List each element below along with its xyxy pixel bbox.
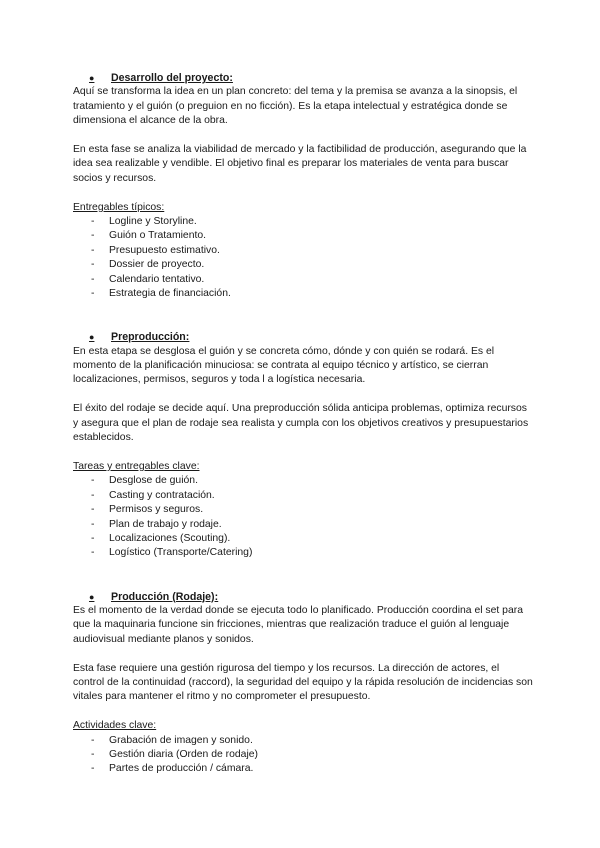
- bullet-icon: ●: [89, 332, 95, 343]
- section-preproduccion: [73, 330, 533, 560]
- document-body: [73, 71, 533, 777]
- paragraph: El éxito del rodaje se decide aquí. Una preproducción sólida anticipa problemas, optimiza recursos y asegura que el plan de rodaje sea realista y cumpla con los objetivos creativos y presupuestarios establecidos.: [73, 403, 529, 444]
- list-item-text: Guión o Tratamiento.: [109, 230, 207, 242]
- list-item-text: Logístico (Transporte/Catering): [109, 547, 253, 559]
- dash-icon: -: [91, 273, 95, 285]
- paragraph: Aquí se transforma la idea en un plan concreto: del tema y la premisa se avanza a la sinopsis, el tratamiento y el guión (o preguion en no ficción). Es la etapa intelectual y estratégica donde se dimensiona el alcance de la obra.: [73, 86, 518, 127]
- list-item: [73, 287, 533, 301]
- dash-icon: -: [91, 230, 95, 242]
- dash-icon: -: [91, 244, 95, 256]
- activities-list: [73, 734, 533, 777]
- paragraph: En esta fase se analiza la viabilidad de mercado y la factibilidad de producción, asegurando que la idea sea realizable y vendible. El objetivo final es preparar los materiales de venta para buscar socios y recursos.: [73, 144, 527, 184]
- list-item: [73, 229, 533, 243]
- dash-icon: -: [91, 288, 95, 300]
- section-desarrollo: [73, 71, 533, 301]
- dash-icon: -: [91, 763, 95, 775]
- paragraph: Es el momento de la verdad donde se ejecuta todo lo planificado. Producción coordina el set para que la maquinaria funcione sin fricciones, mientras que realización traduce el guión al lenguaje audiovisual mediante planos y sonidos.: [73, 604, 523, 645]
- list-item-text: Grabación de imagen y sonido.: [109, 734, 253, 746]
- list-item: [73, 215, 533, 229]
- section-title: Desarrollo del proyecto:: [111, 72, 233, 84]
- list-item: [73, 762, 533, 776]
- bullet-icon: ●: [89, 73, 95, 83]
- list-item-text: Estrategia de financiación.: [109, 288, 231, 300]
- dash-icon: -: [91, 532, 95, 544]
- list-item: [73, 258, 533, 272]
- list-item: [73, 734, 533, 748]
- section-title: Preproducción:: [111, 331, 190, 344]
- dash-icon: -: [91, 547, 95, 559]
- list-item: [73, 546, 533, 560]
- deliverables-list: [73, 215, 533, 301]
- list-item: [73, 244, 533, 258]
- section-heading: [89, 330, 533, 344]
- list-item-text: Localizaciones (Scouting).: [109, 532, 231, 544]
- list-item-text: Desglose de guión.: [109, 475, 198, 487]
- list-label: Tareas y entregables clave:: [73, 460, 200, 472]
- dash-icon: -: [91, 475, 95, 487]
- list-item-text: Partes de producción / cámara.: [109, 763, 254, 775]
- list-item: [73, 532, 533, 546]
- list-item-text: Dossier de proyecto.: [109, 259, 205, 271]
- dash-icon: -: [91, 748, 95, 760]
- dash-icon: -: [91, 216, 95, 228]
- dash-icon: -: [91, 489, 95, 501]
- list-item: [73, 489, 533, 503]
- list-item-text: Plan de trabajo y rodaje.: [109, 518, 222, 530]
- list-item: [73, 748, 533, 762]
- list-item-text: Logline y Storyline.: [109, 216, 197, 228]
- dash-icon: -: [91, 518, 95, 530]
- paragraph: Esta fase requiere una gestión rigurosa del tiempo y los recursos. La dirección de actores, el control de la continuidad (raccord), la seguridad del equipo y la rápida resolución de incidencias son vitales para mantener el ritmo y no comprometer el presupuesto.: [73, 662, 533, 703]
- list-item: [73, 503, 533, 517]
- bullet-icon: ●: [89, 591, 95, 602]
- tasks-list: [73, 474, 533, 560]
- section-title: Producción (Rodaje):: [111, 590, 219, 603]
- list-label: Actividades clave:: [73, 720, 157, 732]
- list-item-text: Calendario tentativo.: [109, 273, 205, 285]
- section-produccion: [73, 590, 533, 777]
- section-heading: [89, 71, 533, 85]
- section-heading: [89, 590, 533, 604]
- list-item-text: Casting y contratación.: [109, 489, 215, 501]
- dash-icon: -: [91, 259, 95, 271]
- list-item: [73, 518, 533, 532]
- list-item-text: Permisos y seguros.: [109, 504, 204, 516]
- dash-icon: -: [91, 504, 95, 516]
- list-item: [73, 273, 533, 287]
- list-item-text: Gestión diaria (Orden de rodaje): [109, 748, 259, 760]
- list-item-text: Presupuesto estimativo.: [109, 244, 220, 256]
- list-label: Entregables típicos:: [73, 201, 165, 213]
- dash-icon: -: [91, 734, 95, 746]
- list-item: [73, 474, 533, 488]
- paragraph: En esta etapa se desglosa el guión y se concreta cómo, dónde y con quién se rodará. Es el momento de la planificación minuciosa: se contrata al equipo técnico y artístico, se cierran localizaciones, permisos, seguros y toda l a logística necesaria.: [73, 345, 495, 386]
